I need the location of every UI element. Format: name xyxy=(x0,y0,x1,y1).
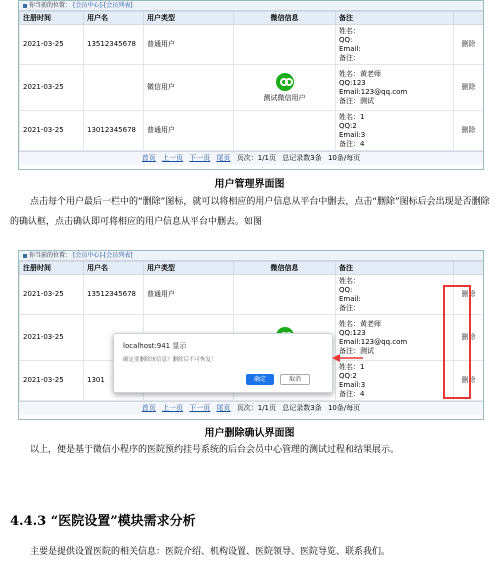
remark-email: Email:3 xyxy=(339,130,366,139)
location-label: 你当前的位置： xyxy=(29,2,72,9)
remark-qq: QQ:123 xyxy=(339,328,366,337)
col-header-username: 用户名 xyxy=(84,12,144,25)
remark-name: 姓名： xyxy=(339,276,360,285)
remark-qq: QQ: xyxy=(339,285,353,294)
cell-date: 2021-03-25 xyxy=(20,25,84,65)
next-page-link[interactable]: 下一页 xyxy=(189,404,211,412)
location-bar xyxy=(19,1,483,11)
remark-email: Email: xyxy=(339,294,361,303)
cell-username: 13012345678 xyxy=(84,111,144,151)
cell-wechat xyxy=(234,275,336,315)
cell-username: 13512345678 xyxy=(84,275,144,315)
cell-date: 2021-03-25 xyxy=(20,275,84,315)
cell-wechat xyxy=(234,25,336,65)
remark-note: 备注：4 xyxy=(339,389,365,398)
remark-qq: QQ: xyxy=(339,35,353,44)
cancel-button[interactable]: 取消 xyxy=(280,374,310,385)
body-paragraph: 主要是提供设置医院的相关信息：医院介绍、机构设置、医院领导、医院导览、联系我们。 xyxy=(30,547,391,557)
col-header-date: 注册时间 xyxy=(20,12,84,25)
col-header-remark: 备注 xyxy=(336,262,454,275)
col-header-wechat: 微信信息 xyxy=(234,12,336,25)
table-header xyxy=(20,12,484,25)
remark-qq: QQ:2 xyxy=(339,371,357,380)
col-header-action xyxy=(454,262,484,275)
col-header-wechat: 微信信息 xyxy=(234,262,336,275)
remark-name: 姓名：1 xyxy=(339,112,365,121)
figure-caption: 用户删除确认界面图 xyxy=(204,428,295,439)
location-label: 你当前的位置： xyxy=(29,252,72,259)
cell-remark xyxy=(336,111,454,151)
pagination xyxy=(19,151,483,165)
next-page-link[interactable]: 下一页 xyxy=(189,154,211,162)
cell-date: 2021-03-25 xyxy=(20,315,84,361)
remark-email: Email:123@qq.com xyxy=(339,87,408,96)
member-table xyxy=(19,11,484,151)
remark-note: 备注：测试 xyxy=(339,96,374,105)
delete-confirm-dialog xyxy=(113,333,333,393)
user-management-screenshot xyxy=(18,0,484,170)
wechat-nickname: 测试微信用户 xyxy=(263,93,306,102)
page-info: 页次：1/1页 xyxy=(236,154,276,162)
cell-remark xyxy=(336,65,454,111)
location-bar xyxy=(19,251,483,261)
breadcrumb[interactable]: [会员中心]-[会员列表] xyxy=(73,2,133,9)
delete-link[interactable]: 删除 xyxy=(461,290,476,298)
cell-wechat xyxy=(234,111,336,151)
cell-username: 1301 xyxy=(84,361,144,401)
pagination xyxy=(19,401,483,415)
total-records: 总记录数3条 xyxy=(282,154,322,162)
first-page-link[interactable]: 首页 xyxy=(141,154,156,162)
remark-name: 姓名：黄老师 xyxy=(339,69,381,78)
cell-type: 普通用户 xyxy=(144,275,234,315)
breadcrumb[interactable]: [会员中心]-[会员列表] xyxy=(73,252,133,259)
remark-name: 姓名：黄老师 xyxy=(339,319,381,328)
cell-remark xyxy=(336,361,454,401)
home-icon xyxy=(23,254,27,258)
col-header-action xyxy=(454,12,484,25)
prev-page-link[interactable]: 上一页 xyxy=(162,154,184,162)
per-page: 10条/每页 xyxy=(327,154,361,162)
cell-type: 微信用户 xyxy=(144,65,234,111)
remark-note: 备注：测试 xyxy=(339,346,374,355)
remark-email: Email: xyxy=(339,44,361,53)
section-heading: 4.4.3 “医院设置”模块需求分析 xyxy=(10,514,196,529)
cell-type: 普通用户 xyxy=(144,111,234,151)
remark-email: Email:123@qq.com xyxy=(339,337,408,346)
cell-date: 2021-03-25 xyxy=(20,361,84,401)
delete-link[interactable]: 删除 xyxy=(461,83,476,91)
remark-qq: QQ:2 xyxy=(339,121,357,130)
cell-remark xyxy=(336,25,454,65)
confirm-button[interactable]: 确定 xyxy=(246,374,274,385)
figure-caption: 用户管理界面图 xyxy=(214,179,285,190)
remark-qq: QQ:123 xyxy=(339,78,366,87)
prev-page-link[interactable]: 上一页 xyxy=(162,404,184,412)
per-page: 10条/每页 xyxy=(327,404,361,412)
table-header xyxy=(20,262,484,275)
col-header-remark: 备注 xyxy=(336,12,454,25)
delete-link[interactable]: 删除 xyxy=(461,126,476,134)
red-arrow-icon xyxy=(332,353,364,363)
dialog-message: 确定要删除该信息？删除后不可恢复！ xyxy=(123,357,217,363)
cell-wechat xyxy=(234,65,336,111)
last-page-link[interactable]: 尾页 xyxy=(216,404,231,412)
last-page-link[interactable]: 尾页 xyxy=(216,154,231,162)
body-paragraph: 点击每个用户最后一栏中的“删除”图标，就可以将相应的用户信息从平台中删去，点击“删除”图标后会出现是否删除的确认框，点击确认即可将相应的用户信息从平台中删去。如图 xyxy=(10,197,490,227)
dialog-title: localhost:941 显示 xyxy=(123,342,187,350)
body-paragraph: 以上，便是基于微信小程序的医院预约挂号系统的后台会员中心管理的测试过程和结果展示。 xyxy=(30,445,400,455)
table-row xyxy=(20,65,484,111)
remark-note: 备注： xyxy=(339,53,360,62)
wechat-miniprogram-icon xyxy=(276,73,294,91)
total-records: 总记录数3条 xyxy=(282,404,322,412)
delete-column-highlight xyxy=(443,285,471,399)
cell-username xyxy=(84,65,144,111)
cell-remark xyxy=(336,275,454,315)
remark-note: 备注：4 xyxy=(339,139,365,148)
cell-date: 2021-03-25 xyxy=(20,65,84,111)
cell-date: 2021-03-25 xyxy=(20,111,84,151)
remark-name: 姓名： xyxy=(339,26,360,35)
page-info: 页次：1/1页 xyxy=(236,404,276,412)
remark-note: 备注： xyxy=(339,303,360,312)
remark-email: Email:3 xyxy=(339,380,366,389)
delete-link[interactable]: 删除 xyxy=(461,40,476,48)
table-row xyxy=(20,275,484,315)
table-row xyxy=(20,111,484,151)
cell-type: 普通用户 xyxy=(144,25,234,65)
delete-link[interactable]: 删除 xyxy=(461,333,476,341)
delete-confirm-screenshot xyxy=(18,250,484,420)
col-header-username: 用户名 xyxy=(84,262,144,275)
delete-link[interactable]: 删除 xyxy=(461,376,476,384)
first-page-link[interactable]: 首页 xyxy=(141,404,156,412)
home-icon xyxy=(23,4,27,8)
col-header-type: 用户类型 xyxy=(144,12,234,25)
cell-username: 13512345678 xyxy=(84,25,144,65)
col-header-date: 注册时间 xyxy=(20,262,84,275)
col-header-type: 用户类型 xyxy=(144,262,234,275)
table-row xyxy=(20,25,484,65)
remark-name: 姓名：1 xyxy=(339,362,365,371)
